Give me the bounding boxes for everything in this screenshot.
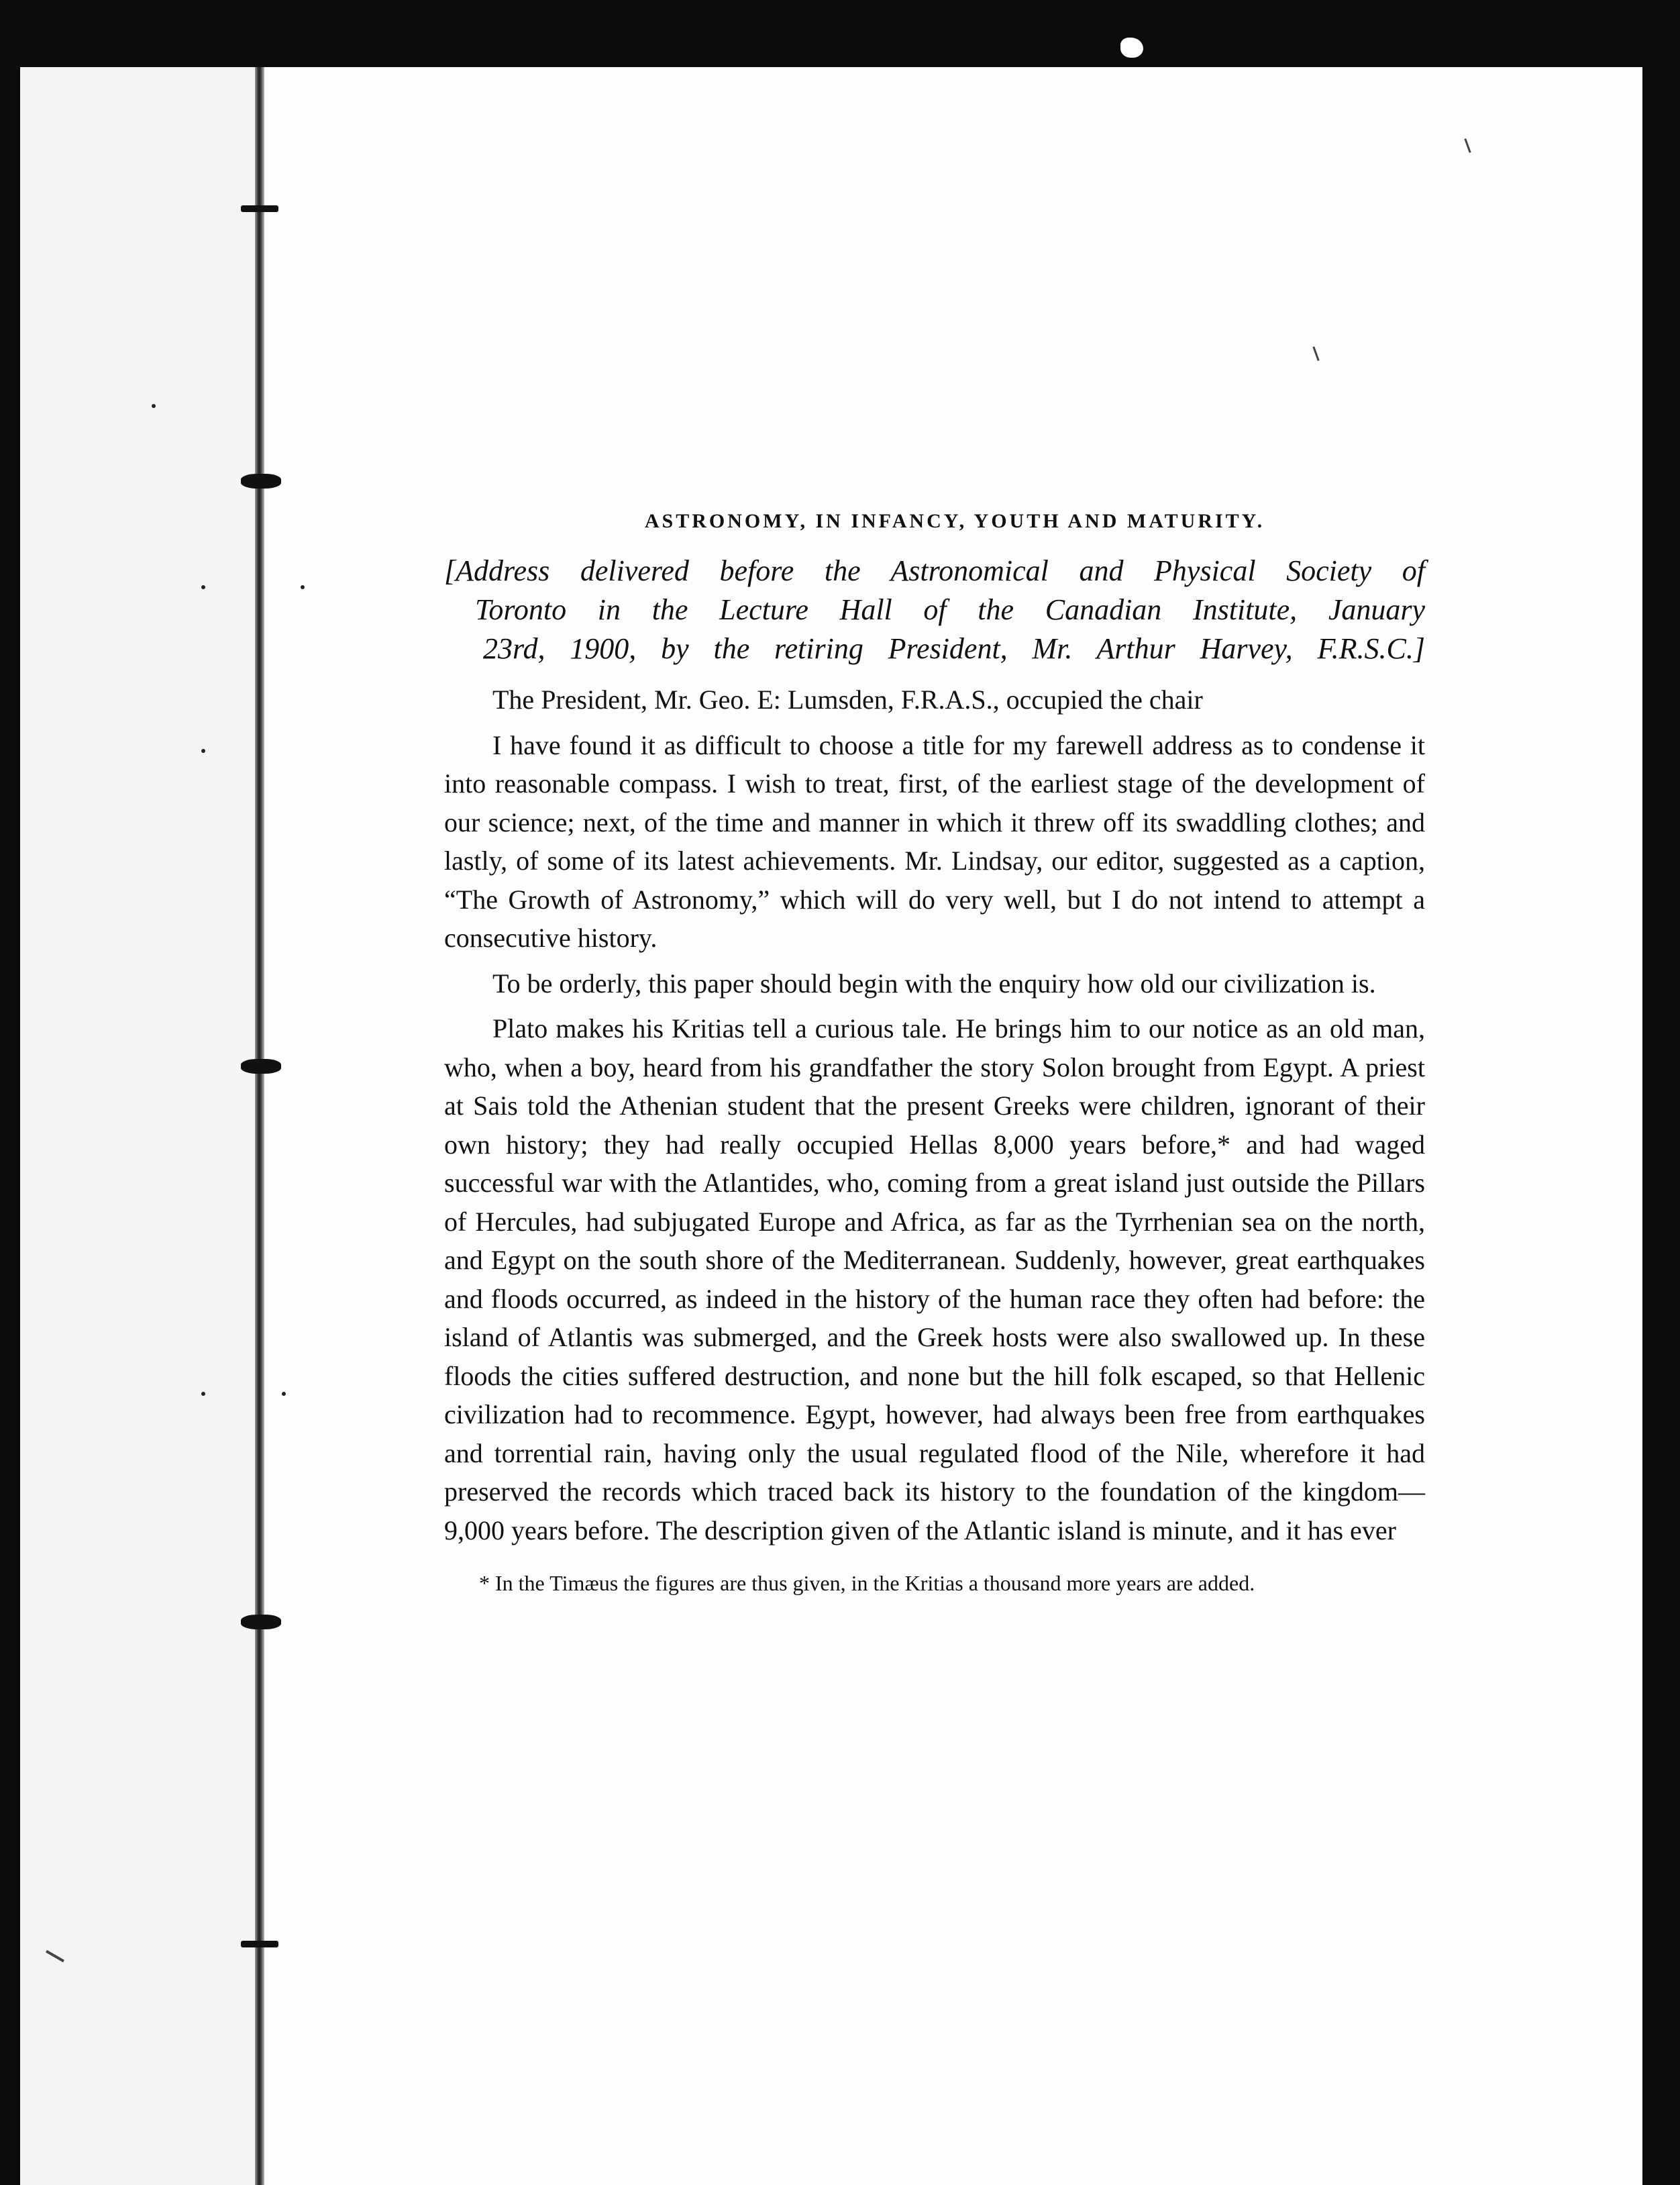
facing-page-edge [20, 67, 255, 2185]
paragraph: To be orderly, this paper should begin with the enquiry how old our civilization is. [492, 968, 1376, 999]
paragraph: Plato makes his Kritias tell a curious tale. He brings him to our notice as an old man, who, when a boy, heard from his grandfather the story Solon brought from Egypt. A priest at Sais told the Athenian student that the present Greeks were children, ignorant of their own history; they had really occupied Hellas 8,000 years before,* and had waged successful war with the Atlantides, who, coming from a great island just outside the Pillars of Hercules, had subjugated Europe and Africa, as far as the Tyrrhenian sea on the north, and Egypt on the south shore of the Mediterranean. Suddenly, however, great earthquakes and floods occurred, as indeed in the history of the human race they often had before: the island of Atlantis was submerged, and the Greek hosts were also swallowed up. In these floods the cities suffered destruction, and none but the hill folk escaped, so that Hellenic civilization had to recommence. Egypt, however, had always been free from earthquakes and torrential rain, having only the usual regulated flood of the Nile, wherefore it had preserved the records which traced back its history to the foundation of the kingdom—9,000 years before. The description given of the Atlantic island is minute, and it has ever [444, 1013, 1425, 1545]
scan-notch [1120, 38, 1143, 58]
scan-speck [301, 585, 305, 589]
paragraph: The President, Mr. Geo. E: Lumsden, F.R.A.S., occupied the chair [492, 684, 1203, 715]
article-body [444, 680, 1425, 1549]
binding-stitch [241, 1059, 281, 1074]
address-note [444, 552, 1425, 668]
footnote: * In the Timæus the figures are thus given, in the Kritias a thousand more years are added. [479, 1571, 1255, 1595]
binding-stitch [241, 1941, 278, 1947]
page-content [444, 510, 1425, 1596]
scan-speck [282, 1392, 286, 1396]
binding-stitch [241, 1615, 281, 1629]
scan-speck [201, 585, 205, 589]
article-title: ASTRONOMY, IN INFANCY, YOUTH AND MATURITY. [644, 510, 1265, 532]
scan-border-top [0, 0, 1680, 67]
scan-border-left [0, 0, 20, 2185]
scan-speck [152, 404, 156, 408]
paragraph: I have found it as difficult to choose a title for my farewell address as to condense it into reasonable compass. I wish to treat, first, of the earliest stage of the development of our science; next, of the time and manner in which it threw off its swaddling clothes; and lastly, of some of its latest achievements. Mr. Lindsay, our editor, suggested as a caption, “The Growth of Astronomy,” which will do very well, but I do not intend to attempt a consecutive history. [444, 729, 1425, 953]
scan-speck [201, 1392, 205, 1396]
scan-speck [201, 749, 205, 753]
address-note-line: Toronto in the Lecture Hall of the Canadian Institute, January [475, 593, 1425, 626]
binding-stitch [241, 474, 281, 489]
binding-stitch [241, 205, 278, 212]
address-note-line: [Address delivered before the Astronomical and Physical Society of [444, 554, 1425, 587]
binding-gutter [255, 67, 264, 2185]
scan-border-right [1642, 0, 1680, 2185]
address-note-line: 23rd, 1900, by the retiring President, Mr. Arthur Harvey, F.R.S.C.] [483, 632, 1425, 665]
